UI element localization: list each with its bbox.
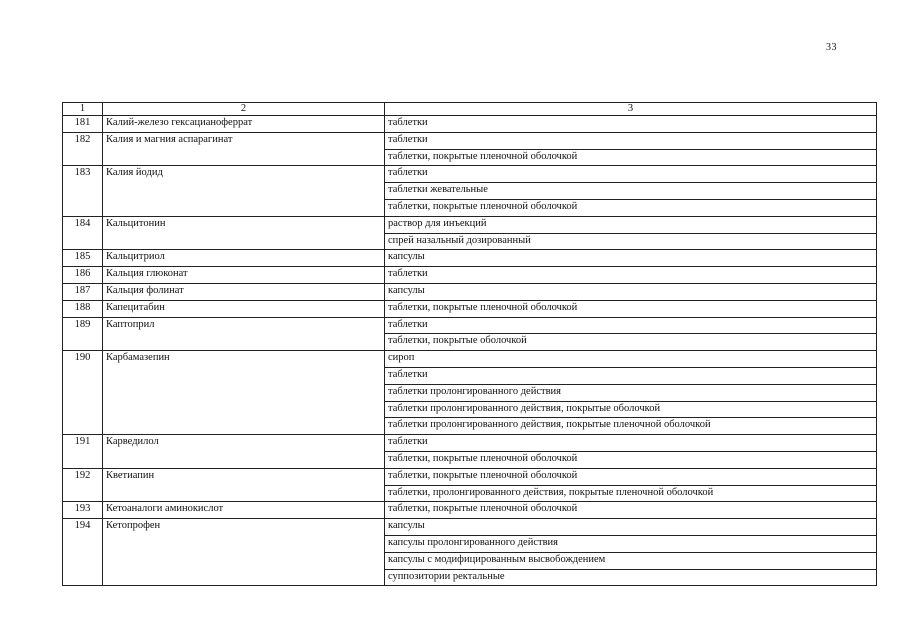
drug-name: Капецитабин — [103, 300, 385, 317]
table-row — [63, 267, 877, 284]
row-number: 194 — [63, 519, 103, 586]
table-row — [63, 250, 877, 267]
row-number: 190 — [63, 351, 103, 435]
table-row — [63, 351, 877, 368]
table-row — [63, 283, 877, 300]
dosage-form: таблетки пролонгированного действия — [385, 384, 877, 401]
drug-name: Карбамазепин — [103, 351, 385, 435]
dosage-form: таблетки, покрытые пленочной оболочкой — [385, 149, 877, 166]
table-row — [63, 132, 877, 149]
dosage-form: капсулы — [385, 283, 877, 300]
row-number: 192 — [63, 468, 103, 502]
dosage-form: таблетки — [385, 132, 877, 149]
drug-name: Кальция фолинат — [103, 283, 385, 300]
table-row — [63, 166, 877, 183]
dosage-form: таблетки, пролонгированного действия, покрытые пленочной оболочкой — [385, 485, 877, 502]
column-header-form: 3 — [385, 103, 877, 116]
dosage-form: сироп — [385, 351, 877, 368]
dosage-form: капсулы — [385, 519, 877, 536]
table-header-row — [63, 103, 877, 116]
dosage-form: капсулы пролонгированного действия — [385, 535, 877, 552]
dosage-form: таблетки жевательные — [385, 183, 877, 200]
dosage-form: капсулы — [385, 250, 877, 267]
dosage-form: таблетки пролонгированного действия, покрытые оболочкой — [385, 401, 877, 418]
dosage-form: таблетки, покрытые пленочной оболочкой — [385, 468, 877, 485]
row-number: 193 — [63, 502, 103, 519]
row-number: 187 — [63, 283, 103, 300]
page-number: 33 — [826, 42, 837, 53]
table-row — [63, 502, 877, 519]
table-row — [63, 317, 877, 334]
dosage-form: таблетки — [385, 116, 877, 133]
row-number: 188 — [63, 300, 103, 317]
dosage-form: таблетки, покрытые пленочной оболочкой — [385, 199, 877, 216]
dosage-form: спрей назальный дозированный — [385, 233, 877, 250]
row-number: 184 — [63, 216, 103, 250]
column-header-number: 1 — [63, 103, 103, 116]
drug-name: Кветиапин — [103, 468, 385, 502]
dosage-form: таблетки — [385, 267, 877, 284]
drug-name: Каптоприл — [103, 317, 385, 351]
dosage-form: таблетки — [385, 435, 877, 452]
dosage-form: капсулы с модифицированным высвобождением — [385, 552, 877, 569]
row-number: 181 — [63, 116, 103, 133]
dosage-form: таблетки, покрытые пленочной оболочкой — [385, 502, 877, 519]
drug-name: Калий-железо гексацианоферрат — [103, 116, 385, 133]
dosage-form: таблетки — [385, 166, 877, 183]
table-row — [63, 468, 877, 485]
drug-name: Кетопрофен — [103, 519, 385, 586]
dosage-form: таблетки, покрытые оболочкой — [385, 334, 877, 351]
row-number: 191 — [63, 435, 103, 469]
row-number: 183 — [63, 166, 103, 216]
column-header-name: 2 — [103, 103, 385, 116]
row-number: 185 — [63, 250, 103, 267]
table-row — [63, 116, 877, 133]
drug-name: Калия йодид — [103, 166, 385, 216]
drug-name: Кальция глюконат — [103, 267, 385, 284]
dosage-form: таблетки — [385, 317, 877, 334]
row-number: 186 — [63, 267, 103, 284]
drug-name: Кальцитриол — [103, 250, 385, 267]
drug-name: Кетоаналоги аминокислот — [103, 502, 385, 519]
row-number: 189 — [63, 317, 103, 351]
drug-name: Карведилол — [103, 435, 385, 469]
dosage-form: раствор для инъекций — [385, 216, 877, 233]
dosage-form: таблетки, покрытые пленочной оболочкой — [385, 300, 877, 317]
drug-name: Калия и магния аспарагинат — [103, 132, 385, 166]
table-row — [63, 519, 877, 536]
row-number: 182 — [63, 132, 103, 166]
drug-name: Кальцитонин — [103, 216, 385, 250]
dosage-form: таблетки — [385, 367, 877, 384]
table-row — [63, 216, 877, 233]
table-row — [63, 435, 877, 452]
table-body — [63, 116, 877, 586]
drug-table — [62, 102, 877, 586]
dosage-form: таблетки пролонгированного действия, покрытые пленочной оболочкой — [385, 418, 877, 435]
dosage-form: таблетки, покрытые пленочной оболочкой — [385, 451, 877, 468]
table-row — [63, 300, 877, 317]
dosage-form: суппозитории ректальные — [385, 569, 877, 586]
